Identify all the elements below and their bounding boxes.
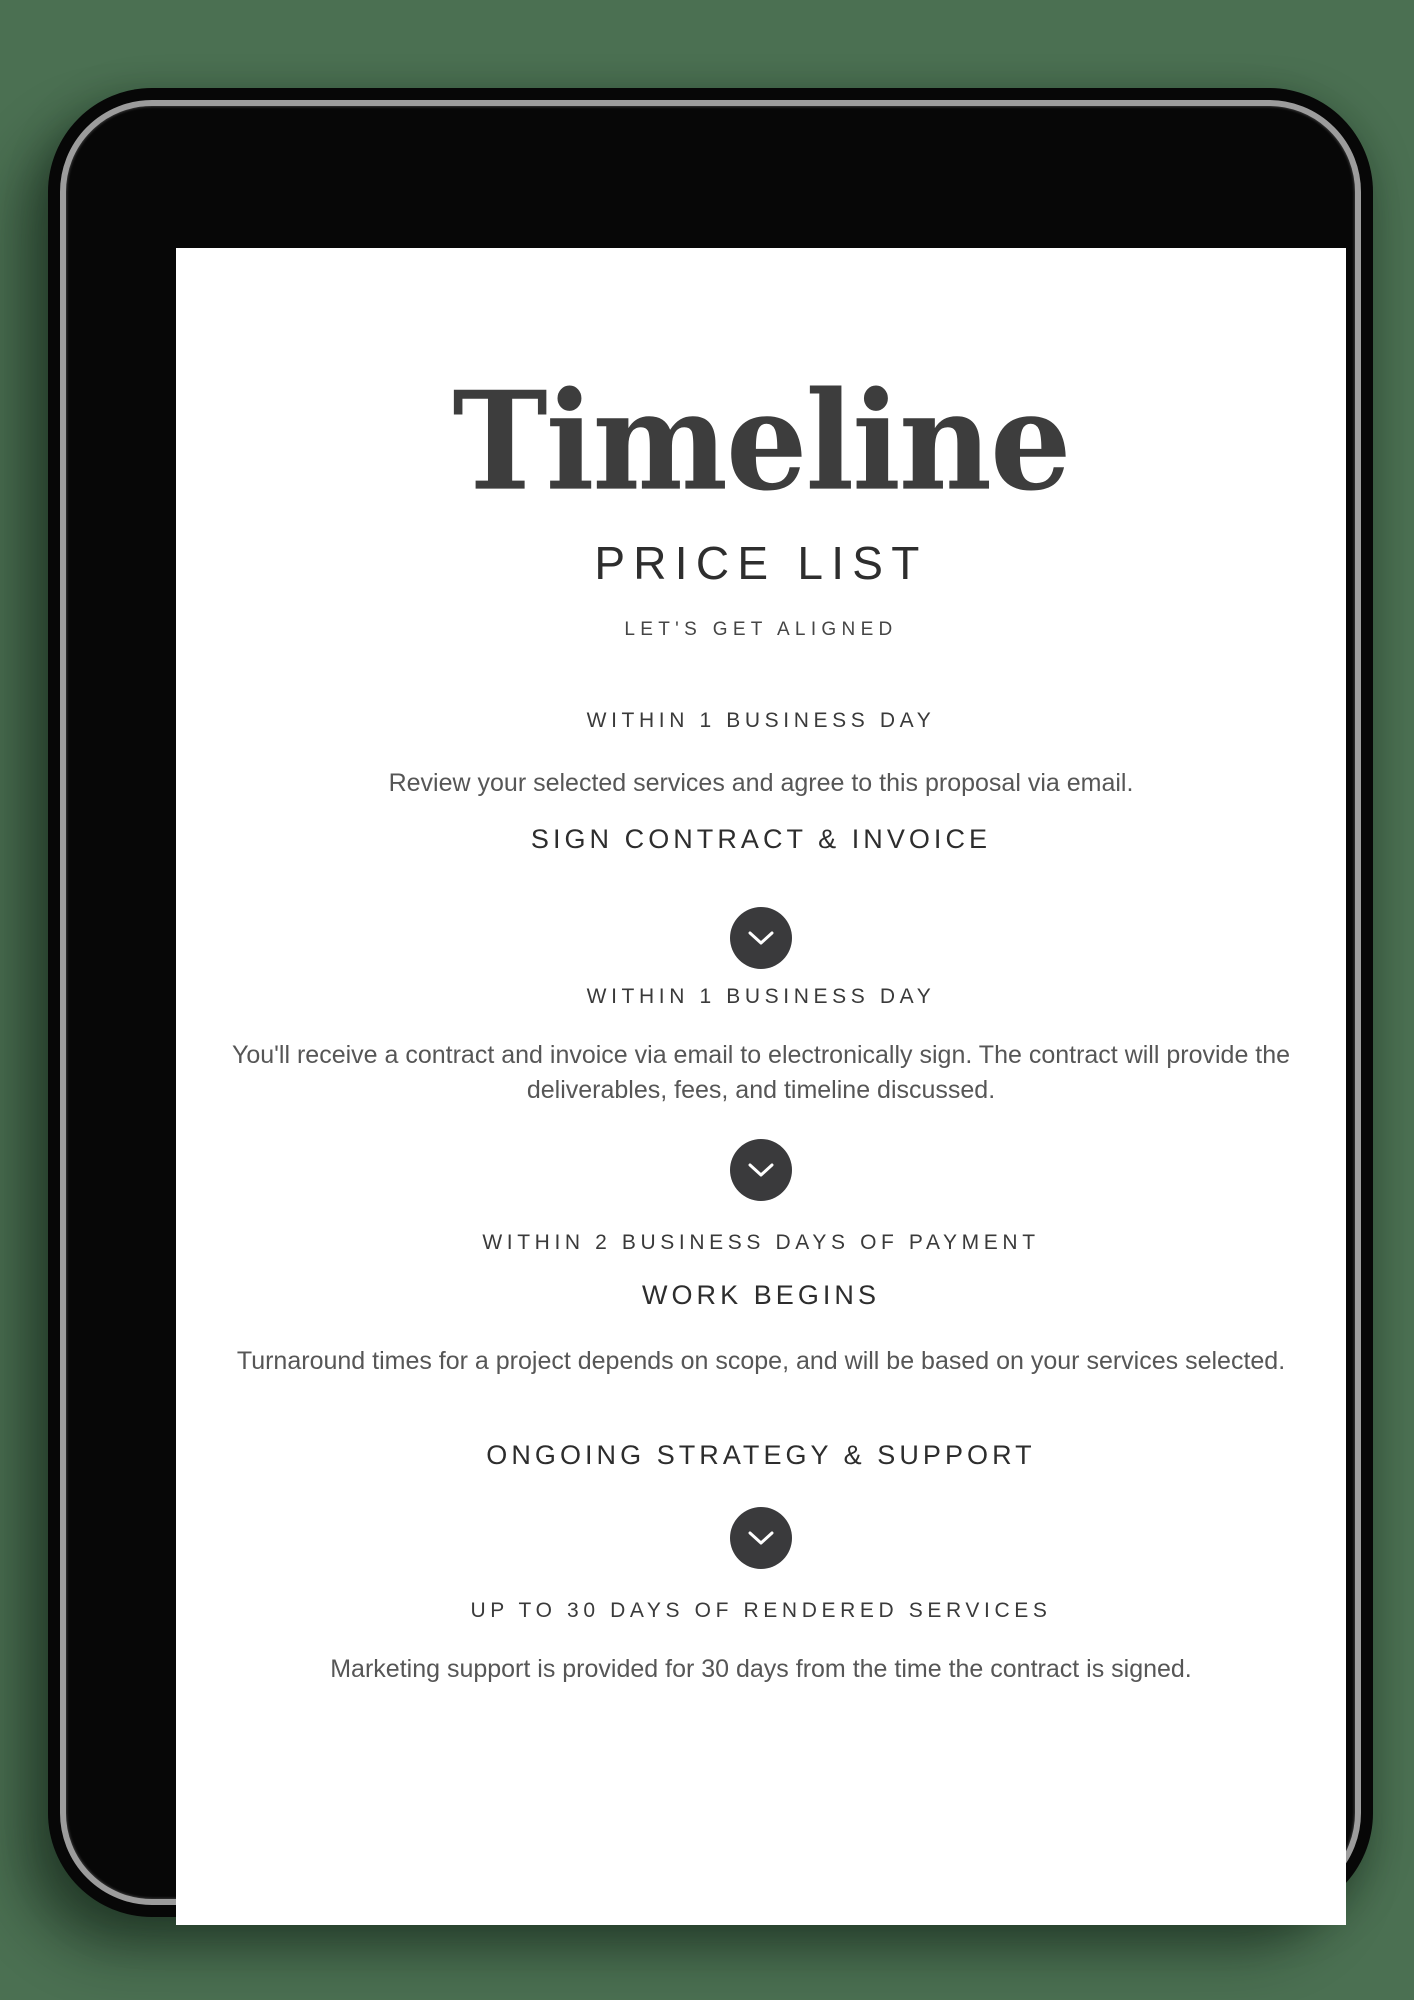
tablet-device	[48, 88, 1373, 1917]
chevron-down-button-3[interactable]	[730, 1507, 792, 1569]
step2-timing-heading: WITHIN 1 BUSINESS DAY	[586, 985, 936, 1008]
step3-timing-heading: WITHIN 2 BUSINESS DAYS OF PAYMENT	[482, 1231, 1040, 1254]
chevron-down-button-2[interactable]	[730, 1139, 792, 1201]
chevron-down-icon	[747, 1530, 775, 1546]
document-screen	[176, 248, 1346, 1925]
step1-timing-heading: WITHIN 1 BUSINESS DAY	[586, 709, 936, 732]
step1-description: Review your selected services and agree to this proposal via email.	[388, 769, 1134, 797]
chevron-down-icon	[747, 1162, 775, 1178]
page-subtitle: PRICE LIST	[594, 537, 928, 589]
step3-action2-heading: ONGOING STRATEGY & SUPPORT	[486, 1440, 1036, 1470]
step1-action-heading: SIGN CONTRACT & INVOICE	[530, 824, 992, 854]
chevron-down-icon	[747, 930, 775, 946]
step4-description: Marketing support is provided for 30 days from the time the contract is signed.	[330, 1655, 1192, 1683]
step3-description: Turnaround times for a project depends on scope, and will be based on your services selected.	[236, 1347, 1286, 1375]
tagline: LET'S GET ALIGNED	[624, 619, 898, 640]
step3-action-heading: WORK BEGINS	[641, 1280, 881, 1310]
step2-description: You'll receive a contract and invoice via email to electronically sign. The contract will provide the deliverables, fees, and timeline discussed.	[231, 1041, 1291, 1104]
chevron-down-button-1[interactable]	[730, 907, 792, 969]
page-title: Timeline	[452, 362, 1070, 522]
step4-timing-heading: UP TO 30 DAYS OF RENDERED SERVICES	[470, 1599, 1052, 1622]
